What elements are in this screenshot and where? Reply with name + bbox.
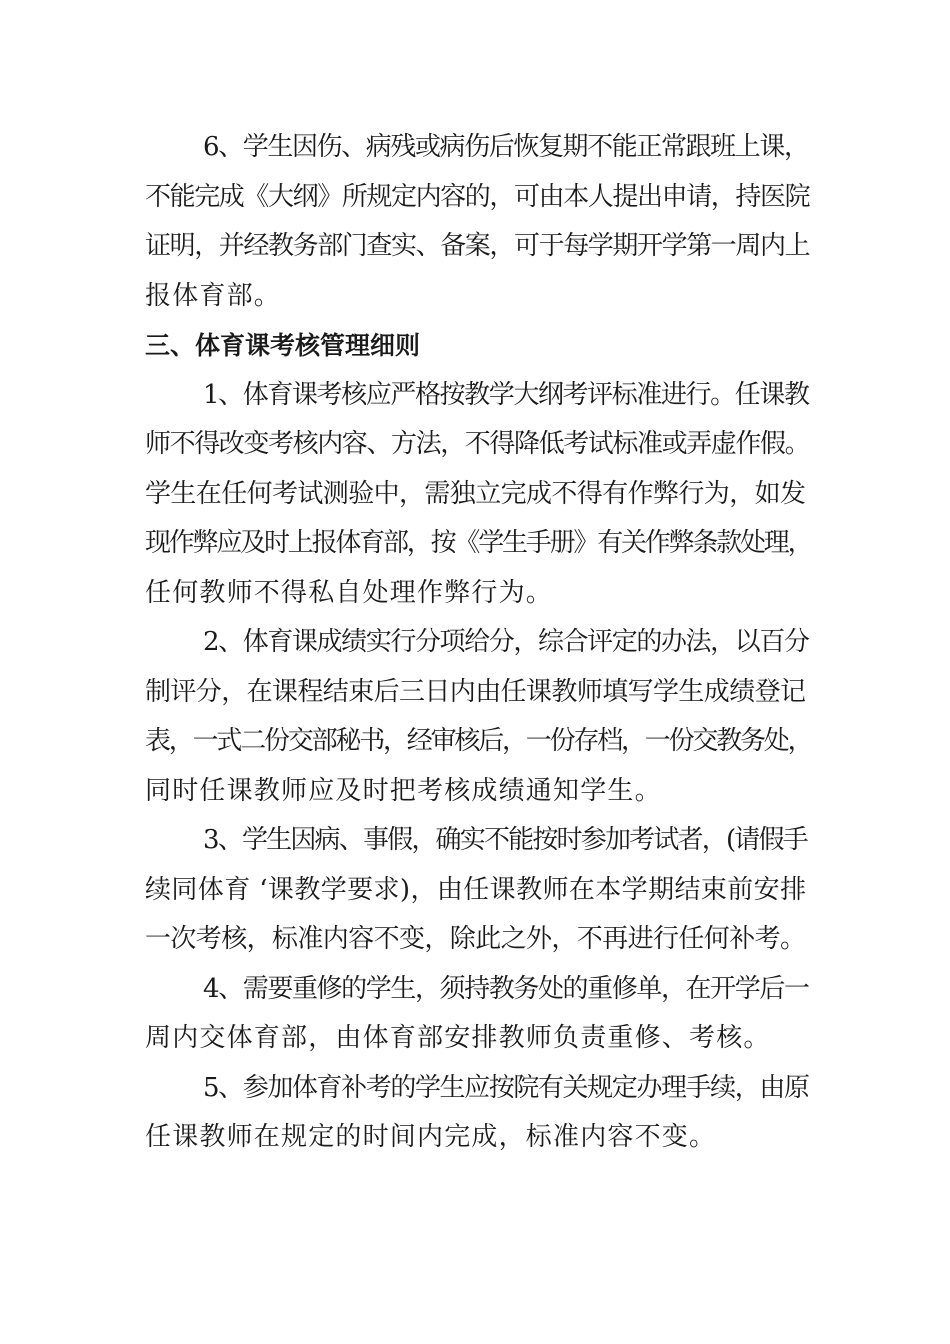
text-line: 现作弊应及时上报体育部，按《学生手册》有关作弊条款处理，	[145, 528, 812, 558]
text-line: 6、学生因伤、病残或病伤后恢复期不能正常跟班上课，	[203, 132, 809, 162]
text-line: 同时任课教师应及时把考核成绩通知学生。	[145, 775, 662, 806]
text-line: 学生在任何考试测验中，需独立完成不得有作弊行为，如发	[145, 478, 806, 509]
text-line: 表，一式二份交部秘书，经审核后，一份存档，一份交教务处，	[145, 726, 812, 756]
paragraph-section-1	[145, 371, 810, 619]
text-line: 师不得改变考核内容、方法，不得降低考试标准或弄虚作假。	[145, 429, 810, 459]
paragraph-section-3	[145, 816, 810, 965]
text-line: 一次考核，标准内容不变，除此之外，不再进行任何补考。	[145, 924, 806, 954]
paragraph-section-4	[145, 965, 810, 1064]
text-line: 报体育部。	[145, 280, 282, 311]
text-line: 3、学生因病、事假，确实不能按时参加考试者，(请假手	[203, 825, 807, 855]
text-line: 证明，并经教务部门查实、备案，可于每学期开学第一周内上	[145, 231, 810, 261]
text-line: 制评分，在课程结束后三日内由任课教师填写学生成绩登记	[145, 676, 806, 707]
section-heading: 三、体育课考核管理细则	[145, 331, 421, 360]
text-line: 任课教师在规定的时间内完成，标准内容不变。	[145, 1122, 717, 1152]
text-line: 任何教师不得私自处理作弊行为。	[145, 577, 554, 608]
text-line: 1、体育课考核应严格按教学大纲考评标准进行。任课教	[203, 379, 809, 410]
paragraph-section-2	[145, 618, 810, 816]
text-line: 5、参加体育补考的学生应按院有关规定办理手续，由原	[203, 1072, 809, 1103]
paragraph-section-5	[145, 1064, 810, 1163]
text-line: 4、需要重修的学生，须持教务处的重修单，在开学后一	[203, 973, 809, 1004]
text-line: 不能完成《大纲》所规定内容的，可由本人提出申请，持医院	[145, 181, 810, 212]
paragraph-6	[145, 123, 810, 321]
text-line: 周内交体育部，由体育部安排教师负责重修、考核。	[145, 1023, 771, 1053]
text-line: 2、体育课成绩实行分项给分，综合评定的办法，以百分	[203, 627, 809, 657]
text-line: 续同体育 ‘课教学要求)，由任课教师在本学期结束前安排	[145, 874, 807, 905]
document-body	[145, 123, 810, 1163]
